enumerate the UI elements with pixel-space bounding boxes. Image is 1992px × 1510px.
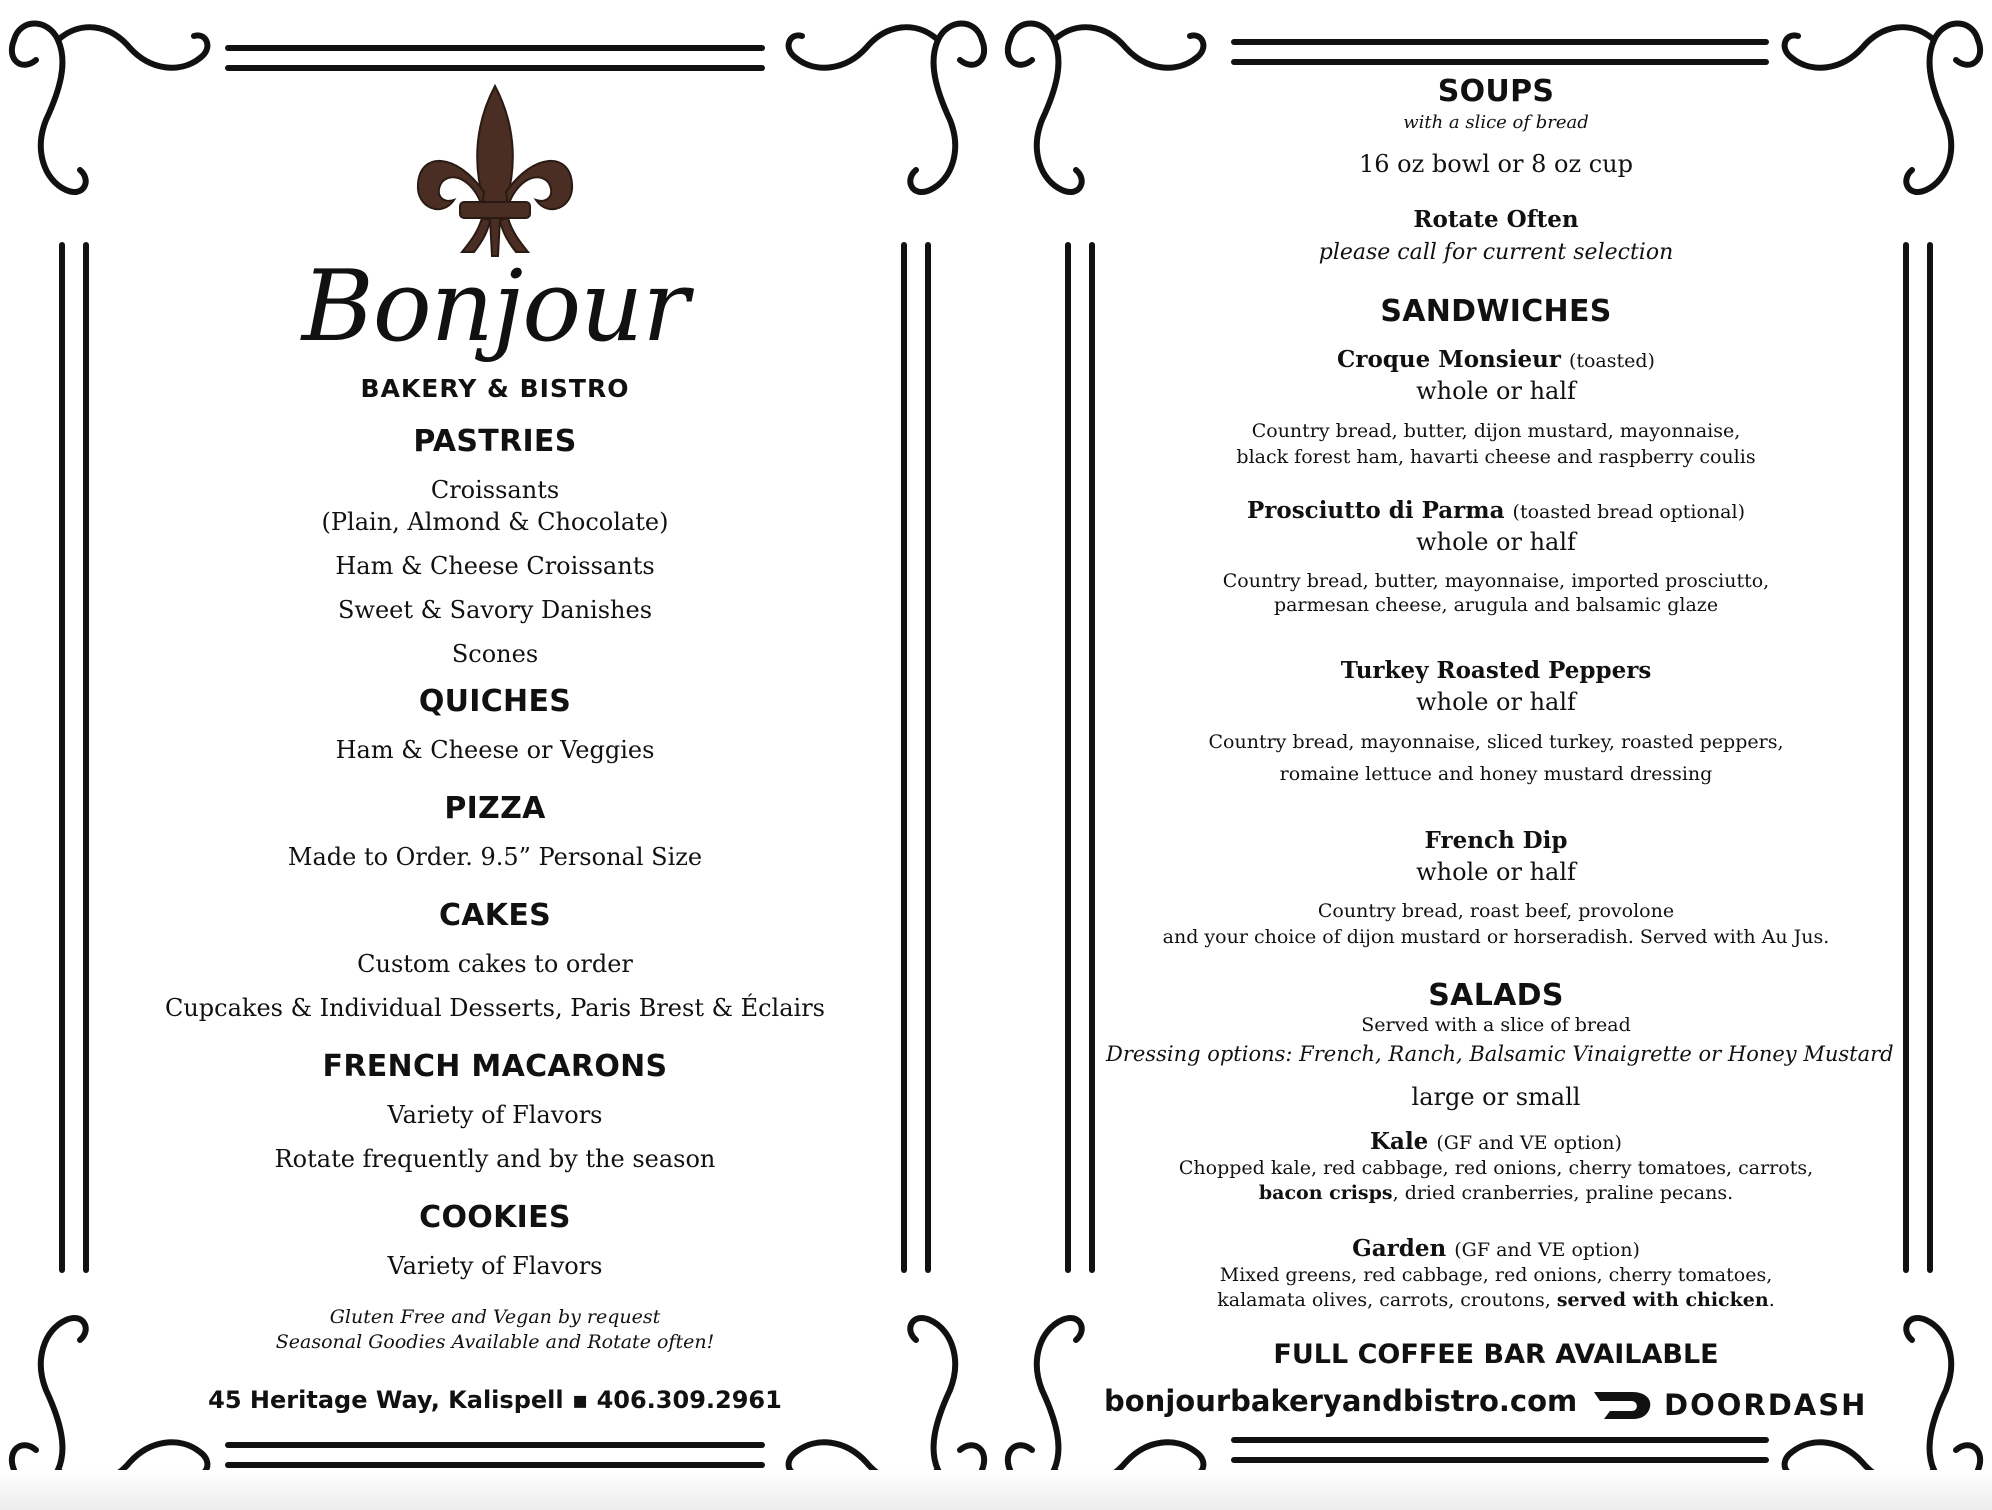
salads-subtitle: Served with a slice of bread: [1361, 1014, 1631, 1036]
quiches-heading: QUICHES: [418, 684, 572, 719]
macarons-heading: FRENCH MACARONS: [322, 1049, 668, 1084]
salad-desc: Mixed greens, red cabbage, red onions, cherry tomatoes,: [1219, 1264, 1773, 1286]
list-item: Cupcakes & Individual Desserts, Paris Brest & Éclairs: [164, 994, 825, 1022]
salad-name: Garden (GF and VE option): [1352, 1235, 1640, 1262]
pastries-heading: PASTRIES: [413, 424, 577, 459]
salads-dressing: Dressing options: French, Ranch, Balsamic Vinaigrette or Honey Mustard: [1106, 1042, 1894, 1066]
sandwich-desc: black forest ham, havarti cheese and raspberry coulis: [1236, 446, 1756, 468]
sandwich-desc: parmesan cheese, arugula and balsamic glaze: [1273, 594, 1719, 616]
list-item: Made to Order. 9.5” Personal Size: [287, 843, 703, 871]
dietary-note: Gluten Free and Vegan by request: [329, 1306, 661, 1328]
sandwich-desc: and your choice of dijon mustard or horseradish. Served with Au Jus.: [1162, 926, 1830, 948]
salad-desc: kalamata olives, carrots, croutons, served with chicken.: [1217, 1289, 1775, 1311]
list-item: Variety of Flavors: [387, 1252, 603, 1280]
list-item: Ham & Cheese or Veggies: [335, 736, 655, 764]
sandwich-size: whole or half: [1416, 688, 1576, 716]
sandwich-name: Croque Monsieur (toasted): [1337, 346, 1655, 373]
cookies-heading: COOKIES: [419, 1200, 571, 1235]
salad-desc: bacon crisps, dried cranberries, praline pecans.: [1258, 1182, 1734, 1204]
salad-name: Kale (GF and VE option): [1370, 1128, 1622, 1155]
list-item: Rotate frequently and by the season: [274, 1145, 716, 1173]
list-item: Scones: [451, 640, 539, 668]
address-phone: 45 Heritage Way, Kalispell ▪ 406.309.2961: [208, 1386, 782, 1414]
soups-heading: SOUPS: [1437, 74, 1555, 109]
fleur-de-lis-icon: [412, 82, 578, 260]
website-link[interactable]: bonjourbakeryandbistro.com: [1104, 1384, 1578, 1418]
sandwich-name: Prosciutto di Parma (toasted bread optional): [1246, 497, 1746, 524]
sandwich-desc: Country bread, butter, dijon mustard, mayonnaise,: [1251, 420, 1741, 442]
sandwiches-heading: SANDWICHES: [1380, 294, 1612, 329]
sandwich-size: whole or half: [1416, 528, 1576, 556]
left-column: [100, 0, 890, 1510]
sandwich-desc: Country bread, mayonnaise, sliced turkey, roasted peppers,: [1208, 731, 1784, 753]
page-bottom-shadow: [0, 1470, 1992, 1510]
sandwich-size: whole or half: [1416, 858, 1576, 886]
list-item: Variety of Flavors: [387, 1101, 603, 1129]
list-item: Sweet & Savory Danishes: [337, 596, 653, 624]
list-item: Ham & Cheese Croissants: [335, 552, 655, 580]
pizza-heading: PIZZA: [444, 791, 546, 826]
soups-subtitle: with a slice of bread: [1403, 112, 1589, 133]
list-item: (Plain, Almond & Chocolate): [321, 508, 669, 536]
soups-rotate-note: please call for current selection: [1318, 240, 1674, 265]
salads-heading: SALADS: [1428, 978, 1564, 1013]
list-item: Custom cakes to order: [357, 950, 633, 978]
logo-wordmark: Bonjour: [301, 250, 689, 364]
sandwich-desc: Country bread, roast beef, provolone: [1317, 900, 1675, 922]
sandwich-name: French Dip: [1424, 827, 1568, 854]
menu-right-panel: [996, 0, 1992, 1510]
soups-size: 16 oz bowl or 8 oz cup: [1359, 150, 1633, 178]
logo-subtitle: BAKERY & BISTRO: [360, 374, 630, 403]
sandwich-name: Turkey Roasted Peppers: [1340, 657, 1652, 684]
seasonal-note: Seasonal Goodies Available and Rotate often!: [275, 1331, 715, 1353]
list-item: Croissants: [430, 476, 560, 504]
doordash-icon: [1592, 1388, 1654, 1422]
salad-desc: Chopped kale, red cabbage, red onions, cherry tomatoes, carrots,: [1178, 1157, 1814, 1179]
cakes-heading: CAKES: [438, 898, 552, 933]
doordash-wordmark: DOORDASH: [1664, 1388, 1868, 1422]
coffee-bar-banner: FULL COFFEE BAR AVAILABLE: [1273, 1339, 1719, 1370]
sandwich-desc: romaine lettuce and honey mustard dressing: [1279, 763, 1713, 785]
salads-size: large or small: [1411, 1083, 1581, 1111]
soups-rotate: Rotate Often: [1413, 206, 1579, 233]
sandwich-size: whole or half: [1416, 377, 1576, 405]
doordash-logo[interactable]: [1592, 1388, 1867, 1422]
right-column: [1106, 0, 1894, 1510]
sandwich-desc: Country bread, butter, mayonnaise, imported prosciutto,: [1222, 570, 1770, 592]
